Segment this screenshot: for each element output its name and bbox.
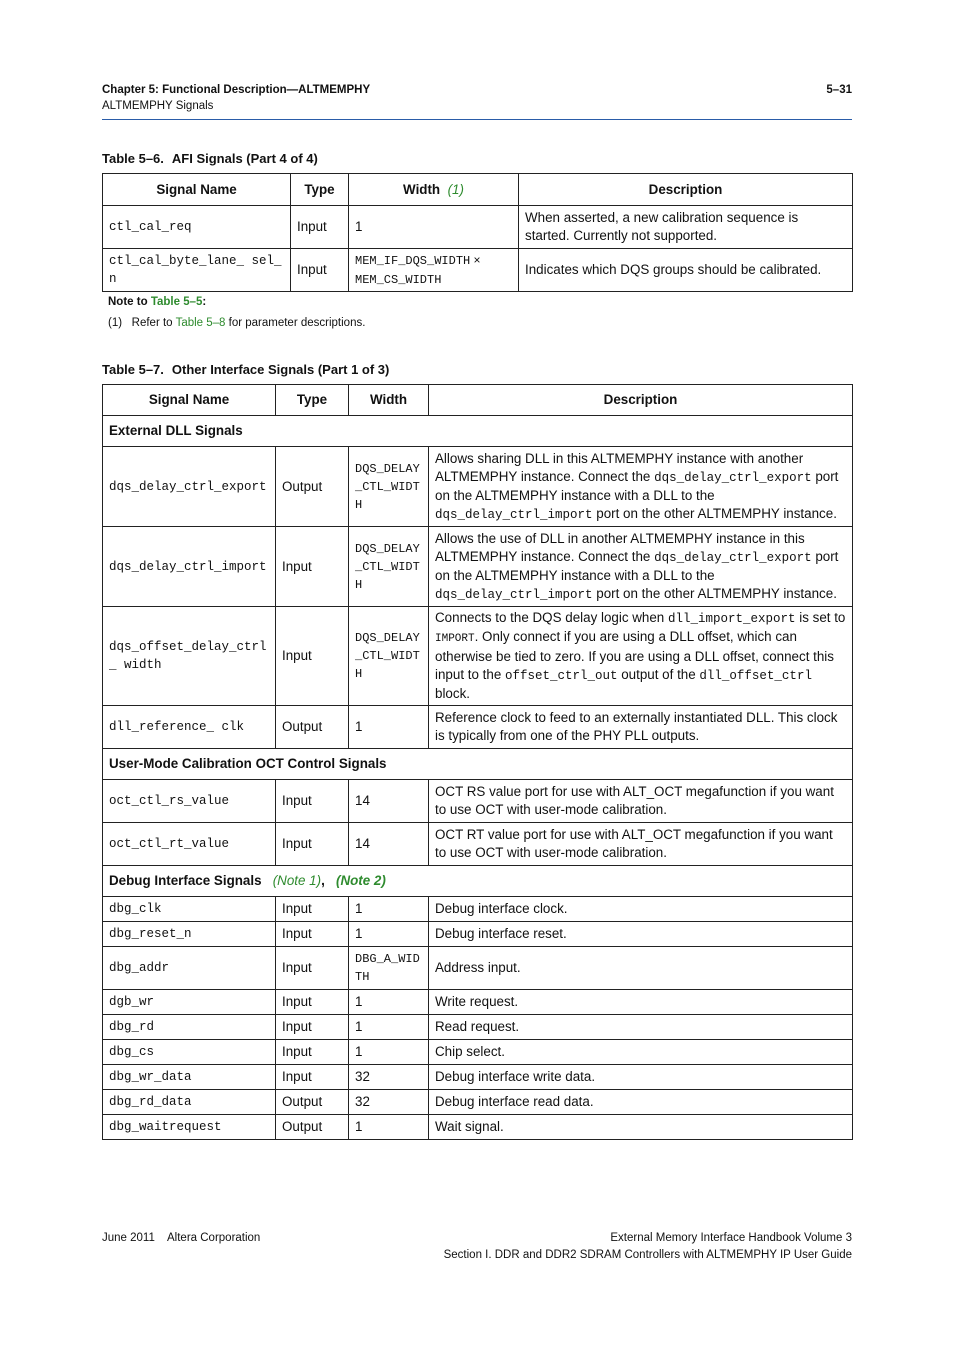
signal-type: Input bbox=[276, 897, 349, 922]
signal-width: 14 bbox=[349, 780, 429, 823]
desc-code: offset_ctrl_out bbox=[504, 669, 618, 683]
signal-type: Input bbox=[276, 1040, 349, 1065]
signal-width: DQS_DELAY_CTL_WIDTH bbox=[349, 607, 429, 706]
desc-code: IMPORT bbox=[435, 633, 475, 645]
desc-text: block. bbox=[435, 686, 470, 701]
table-row bbox=[103, 706, 853, 749]
signal-type: Input bbox=[276, 1015, 349, 1040]
group-heading-debug bbox=[103, 866, 853, 897]
table-5-6 bbox=[102, 173, 853, 292]
header-rule bbox=[102, 119, 852, 120]
signal-description bbox=[429, 447, 853, 527]
signal-width bbox=[349, 249, 519, 292]
caption-title: Other Interface Signals (Part 1 of 3) bbox=[171, 362, 390, 377]
table-row bbox=[103, 527, 853, 607]
group-heading-oct: User-Mode Calibration OCT Control Signals bbox=[103, 749, 853, 780]
table-row bbox=[103, 1090, 853, 1115]
signal-description: Debug interface write data. bbox=[429, 1065, 853, 1090]
note-title: Note to bbox=[108, 296, 151, 308]
signal-width: 1 bbox=[349, 206, 519, 249]
signal-type: Input bbox=[276, 527, 349, 607]
table-5-7-caption bbox=[102, 362, 389, 377]
signal-type: Input bbox=[276, 607, 349, 706]
signal-type: Output bbox=[276, 706, 349, 749]
col-header-type: Type bbox=[276, 385, 349, 416]
signal-description: Read request. bbox=[429, 1015, 853, 1040]
signal-name: dbg_rd bbox=[103, 1015, 276, 1040]
note-separator: , bbox=[321, 873, 325, 888]
signal-type: Input bbox=[276, 1065, 349, 1090]
footer-section-title: Section I. DDR and DDR2 SDRAM Controllers with ALTMEMPHY IP User Guide bbox=[443, 1249, 852, 1261]
signal-name: ctl_cal_req bbox=[103, 206, 291, 249]
signal-description: OCT RT value port for use with ALT_OCT megafunction if you want to use OCT with user-mode calibration. bbox=[429, 823, 853, 866]
signal-name: dqs_delay_ctrl_import bbox=[103, 527, 276, 607]
signal-type: Output bbox=[276, 447, 349, 527]
table-row bbox=[103, 1015, 853, 1040]
desc-text: port on the ALTMEMPHY instance with a DLL to the bbox=[435, 548, 839, 583]
signal-name: dqs_offset_delay_ctrl_ width bbox=[103, 607, 276, 706]
signal-width: 1 bbox=[349, 897, 429, 922]
signal-width: 14 bbox=[349, 823, 429, 866]
table-header-row bbox=[103, 385, 853, 416]
table-row bbox=[103, 947, 853, 990]
footer-date-company: June 2011 Altera Corporation bbox=[102, 1232, 261, 1244]
desc-text: port on the other ALTMEMPHY instance. bbox=[592, 585, 837, 601]
running-header-chapter: Chapter 5: Functional Description—ALTMEMPHY bbox=[102, 84, 371, 96]
signal-type: Output bbox=[276, 1090, 349, 1115]
signal-name: dbg_wr_data bbox=[103, 1065, 276, 1090]
table-note-heading bbox=[108, 296, 206, 308]
desc-text: output of the bbox=[617, 667, 700, 682]
footer-book-title: External Memory Interface Handbook Volume 3 bbox=[610, 1232, 852, 1244]
signal-type: Input bbox=[276, 780, 349, 823]
signal-width: 1 bbox=[349, 1115, 429, 1140]
note-1-ref[interactable]: (Note 1) bbox=[272, 873, 322, 888]
signal-name: dbg_waitrequest bbox=[103, 1115, 276, 1140]
table-row bbox=[103, 780, 853, 823]
caption-title: AFI Signals (Part 4 of 4) bbox=[171, 151, 318, 166]
table-row bbox=[103, 922, 853, 947]
signal-name: dbg_rd_data bbox=[103, 1090, 276, 1115]
signal-name: dbg_addr bbox=[103, 947, 276, 990]
table-row bbox=[103, 607, 853, 706]
signal-name: dgb_wr bbox=[103, 990, 276, 1015]
signal-description bbox=[429, 527, 853, 607]
table-row bbox=[103, 897, 853, 922]
col-header-signal-name: Signal Name bbox=[103, 174, 291, 206]
width-part-b: MEM_CS_WIDTH bbox=[355, 273, 442, 287]
signal-description: Debug interface read data. bbox=[429, 1090, 853, 1115]
signal-type: Input bbox=[291, 206, 349, 249]
note-2-ref[interactable]: (Note 2) bbox=[336, 873, 386, 888]
table-row bbox=[103, 1040, 853, 1065]
signal-type: Input bbox=[291, 249, 349, 292]
col-header-signal-name: Signal Name bbox=[103, 385, 276, 416]
signal-type: Input bbox=[276, 990, 349, 1015]
signal-name: dbg_clk bbox=[103, 897, 276, 922]
col-header-width bbox=[349, 174, 519, 206]
signal-width: 1 bbox=[349, 1015, 429, 1040]
signal-type: Output bbox=[276, 1115, 349, 1140]
signal-width: 32 bbox=[349, 1090, 429, 1115]
table-row bbox=[103, 990, 853, 1015]
signal-description: Wait signal. bbox=[429, 1115, 853, 1140]
desc-text: Allows sharing DLL in this ALTMEMPHY instance with another ALTMEMPHY instance. Connect the bbox=[435, 450, 804, 484]
signal-width: DQS_DELAY_CTL_WIDTH bbox=[349, 447, 429, 527]
col-header-width-label: Width bbox=[403, 181, 441, 197]
note-table-5-8-link[interactable]: Table 5–8 bbox=[175, 317, 226, 329]
group-row bbox=[103, 416, 853, 447]
table-row bbox=[103, 823, 853, 866]
table-row bbox=[103, 249, 853, 292]
signal-description: Debug interface reset. bbox=[429, 922, 853, 947]
signal-width: 1 bbox=[349, 990, 429, 1015]
signal-description bbox=[429, 607, 853, 706]
width-part-a: MEM_IF_DQS_WIDTH bbox=[355, 254, 471, 268]
col-header-description: Description bbox=[519, 174, 853, 206]
signal-name: dll_reference_ clk bbox=[103, 706, 276, 749]
signal-description: Debug interface clock. bbox=[429, 897, 853, 922]
signal-name: dqs_delay_ctrl_export bbox=[103, 447, 276, 527]
signal-name: oct_ctl_rs_value bbox=[103, 780, 276, 823]
note-colon: : bbox=[202, 296, 207, 308]
col-header-width: Width bbox=[349, 385, 429, 416]
signal-description: When asserted, a new calibration sequence is started. Currently not supported. bbox=[519, 206, 853, 249]
width-times: × bbox=[470, 253, 481, 267]
signal-type: Input bbox=[276, 922, 349, 947]
table-note-1 bbox=[108, 317, 365, 329]
desc-text: is set to bbox=[795, 610, 846, 625]
desc-text: port on the ALTMEMPHY instance with a DLL to the bbox=[435, 468, 839, 503]
group-title: Debug Interface Signals bbox=[109, 873, 262, 888]
table-row bbox=[103, 447, 853, 527]
group-row bbox=[103, 749, 853, 780]
width-note-ref[interactable]: (1) bbox=[447, 181, 464, 197]
signal-description: OCT RS value port for use with ALT_OCT megafunction if you want to use OCT with user-mode calibration. bbox=[429, 780, 853, 823]
signal-description: Reference clock to feed to an externally instantiated DLL. This clock is typically from one of the PHY PLL outputs. bbox=[429, 706, 853, 749]
desc-code: dqs_delay_ctrl_export bbox=[654, 550, 812, 565]
signal-width: DQS_DELAY_CTL_WIDTH bbox=[349, 527, 429, 607]
note-text-post: for parameter descriptions. bbox=[225, 317, 366, 329]
table-row bbox=[103, 1115, 853, 1140]
signal-width: 1 bbox=[349, 1040, 429, 1065]
table-5-7 bbox=[102, 384, 853, 1140]
signal-name: ctl_cal_byte_lane_ sel_n bbox=[103, 249, 291, 292]
table-row bbox=[103, 206, 853, 249]
caption-number: Table 5–7. bbox=[102, 362, 164, 377]
note-text-pre: Refer to bbox=[131, 317, 176, 329]
signal-description: Indicates which DQS groups should be calibrated. bbox=[519, 249, 853, 292]
signal-name: dbg_reset_n bbox=[103, 922, 276, 947]
signal-name: oct_ctl_rt_value bbox=[103, 823, 276, 866]
signal-description: Address input. bbox=[429, 947, 853, 990]
table-header-row bbox=[103, 174, 853, 206]
desc-text: . Only connect if you are using a DLL offset, which can otherwise be tied to zero. If you are using a DLL offset, connect this input to the bbox=[435, 629, 834, 682]
desc-text: Connects to the DQS delay logic when bbox=[435, 610, 668, 625]
signal-name: dbg_cs bbox=[103, 1040, 276, 1065]
signal-type: Input bbox=[276, 823, 349, 866]
desc-text: Allows the use of DLL in another ALTMEMPHY instance in this ALTMEMPHY instance. Connect the bbox=[435, 530, 805, 564]
page-number: 5–31 bbox=[826, 84, 852, 96]
group-heading-external-dll: External DLL Signals bbox=[103, 416, 853, 447]
signal-width: 32 bbox=[349, 1065, 429, 1090]
signal-width: 1 bbox=[349, 706, 429, 749]
col-header-type: Type bbox=[291, 174, 349, 206]
signal-description: Write request. bbox=[429, 990, 853, 1015]
desc-code: dqs_delay_ctrl_import bbox=[435, 587, 593, 602]
desc-code: dqs_delay_ctrl_export bbox=[654, 470, 812, 485]
group-row bbox=[103, 866, 853, 897]
signal-width: 1 bbox=[349, 922, 429, 947]
signal-description: Chip select. bbox=[429, 1040, 853, 1065]
signal-type: Input bbox=[276, 947, 349, 990]
table-5-6-caption bbox=[102, 151, 318, 166]
desc-code: dll_import_export bbox=[667, 612, 796, 626]
note-table-link[interactable]: Table 5–5 bbox=[150, 296, 203, 308]
signal-width: DBG_A_WIDTH bbox=[349, 947, 429, 990]
note-number: (1) bbox=[108, 317, 123, 329]
desc-text: port on the other ALTMEMPHY instance. bbox=[592, 505, 837, 521]
desc-code: dll_offset_ctrl bbox=[699, 669, 812, 683]
col-header-description: Description bbox=[429, 385, 853, 416]
running-header-section: ALTMEMPHY Signals bbox=[102, 100, 214, 112]
caption-number: Table 5–6. bbox=[102, 151, 164, 166]
desc-code: dqs_delay_ctrl_import bbox=[435, 507, 593, 522]
table-row bbox=[103, 1065, 853, 1090]
